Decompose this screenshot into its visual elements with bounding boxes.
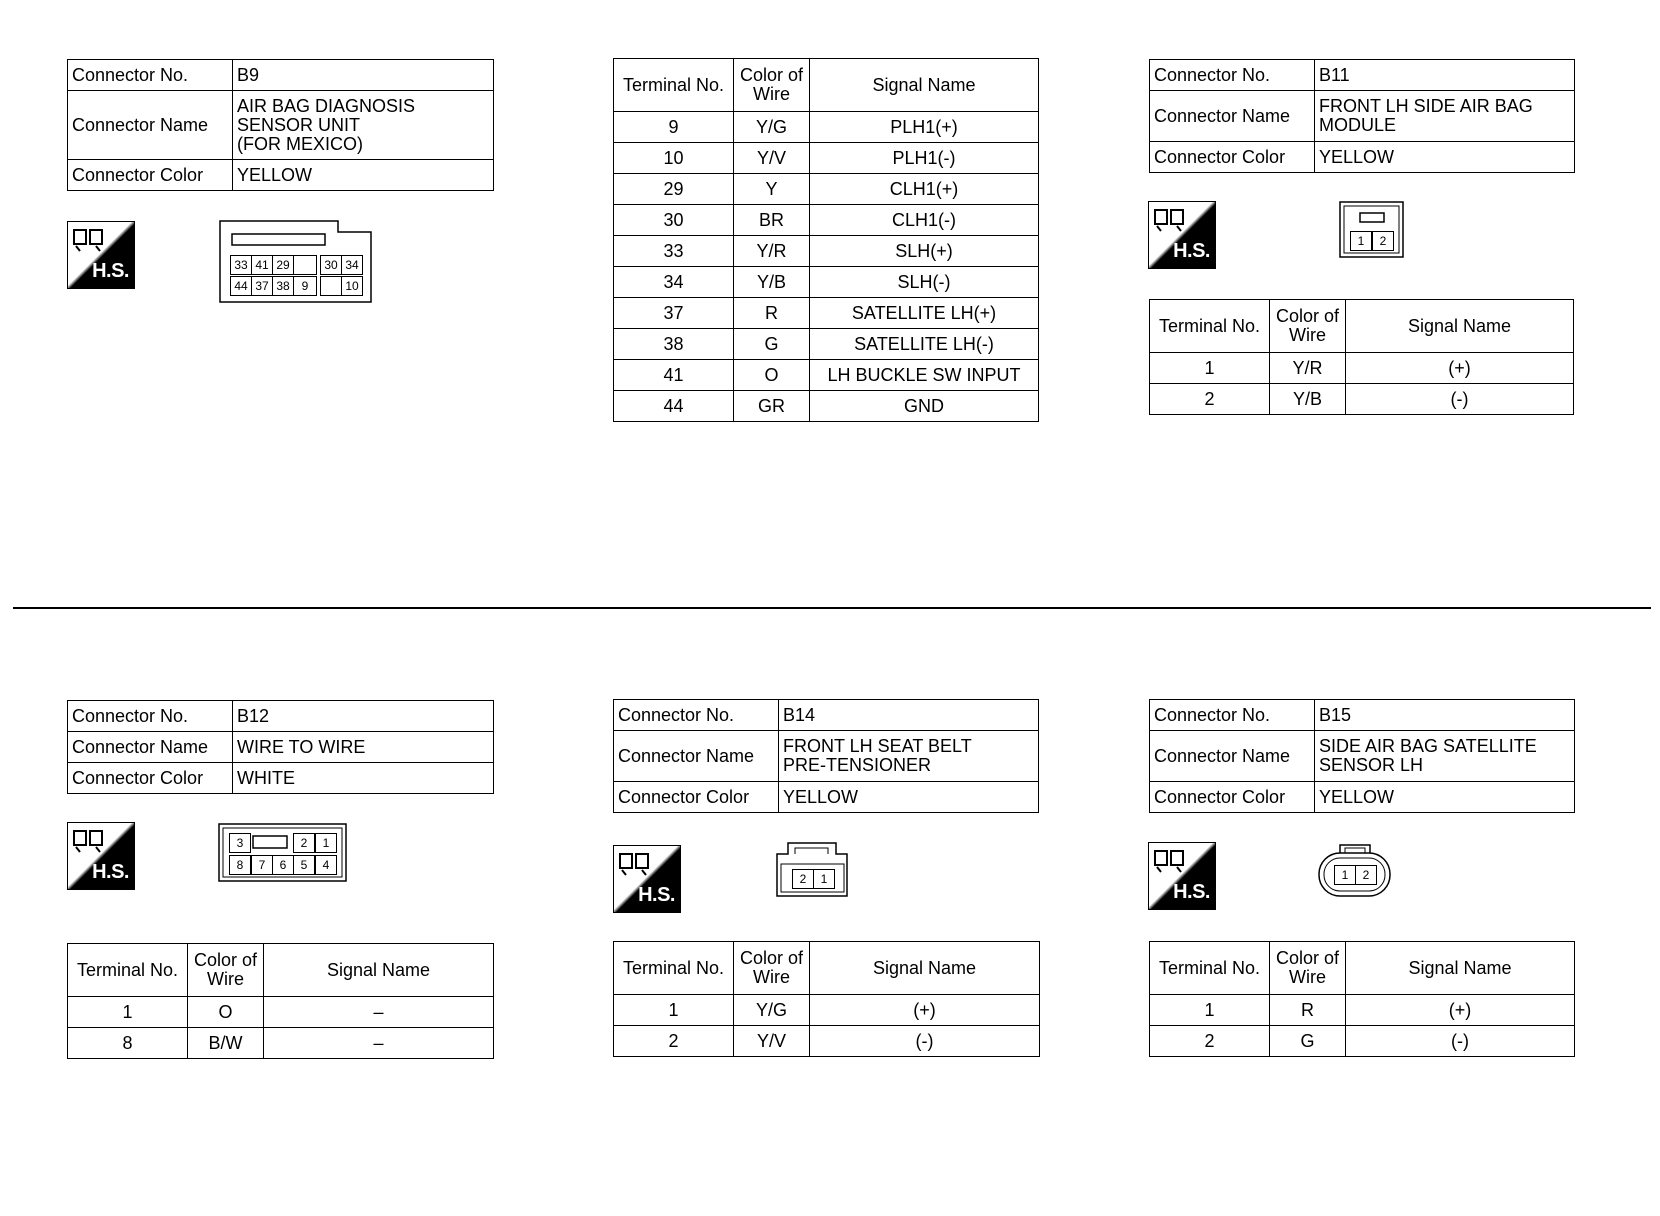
b12-harness-side-icon (67, 822, 135, 890)
b11-connector-color-value: YELLOW (1315, 142, 1575, 173)
connector-glyph-icon (72, 226, 106, 252)
b9-connector-name-value: AIR BAG DIAGNOSIS SENSOR UNIT (FOR MEXICO) (233, 91, 494, 160)
connector-no-label: Connector No. (68, 701, 233, 732)
terminal-no-cell: 1 (1150, 353, 1270, 384)
b15-connector-diagram (1318, 841, 1392, 899)
hs-label: H.S. (1173, 881, 1210, 903)
terminal-no-cell: 38 (614, 329, 734, 360)
terminal-no-header: Terminal No. (68, 944, 188, 997)
b15-harness-side-icon (1148, 842, 1216, 910)
connector-no-label: Connector No. (1150, 60, 1315, 91)
signal-name-cell: (-) (1346, 384, 1574, 415)
b11-connector-name-value: FRONT LH SIDE AIR BAG MODULE (1315, 91, 1575, 142)
color-of-wire-header: Color of Wire (188, 944, 264, 997)
b9-terminal-table (613, 58, 1039, 422)
wire-color-cell: BR (734, 205, 810, 236)
wire-color-cell: R (734, 298, 810, 329)
connector-color-label: Connector Color (1150, 782, 1315, 813)
b9-pin: 41 (251, 255, 273, 275)
b9-pin: 33 (230, 255, 252, 275)
b12-pin: 3 (229, 833, 251, 853)
wire-color-cell: Y/R (1270, 353, 1346, 384)
b14-connector-color-value: YELLOW (779, 782, 1039, 813)
b15-connector-no-value: B15 (1315, 700, 1575, 731)
color-of-wire-header: Color of Wire (1270, 300, 1346, 353)
terminal-row (614, 360, 1039, 391)
terminal-row (614, 143, 1039, 174)
b12-connector-color-value: WHITE (233, 763, 494, 794)
signal-name-cell: – (264, 997, 494, 1028)
hs-label: H.S. (1173, 240, 1210, 262)
terminal-row (614, 298, 1039, 329)
signal-name-cell: SLH(+) (810, 236, 1039, 267)
signal-name-cell: (-) (1346, 1026, 1575, 1057)
wire-color-cell: Y/R (734, 236, 810, 267)
terminal-row (68, 1028, 494, 1059)
terminal-no-cell: 33 (614, 236, 734, 267)
terminal-row (614, 174, 1039, 205)
b12-pin: 6 (272, 855, 294, 875)
b15-pin: 1 (1334, 865, 1356, 885)
b12-connector-name-value: WIRE TO WIRE (233, 732, 494, 763)
terminal-no-cell: 41 (614, 360, 734, 391)
wire-color-cell: R (1270, 995, 1346, 1026)
b12-pin: 8 (229, 855, 251, 875)
signal-name-cell: SLH(-) (810, 267, 1039, 298)
connector-glyph-icon (1153, 847, 1187, 873)
wire-color-cell: G (734, 329, 810, 360)
signal-name-header: Signal Name (810, 59, 1039, 112)
signal-name-cell: PLH1(-) (810, 143, 1039, 174)
b9-connector-no-value: B9 (233, 60, 494, 91)
b11-pin: 2 (1372, 231, 1394, 251)
wire-color-cell: G (1270, 1026, 1346, 1057)
b15-connector-info-table (1149, 699, 1575, 813)
color-of-wire-header: Color of Wire (734, 942, 810, 995)
wire-color-cell: GR (734, 391, 810, 422)
b14-connector-info-table (613, 699, 1039, 813)
connector-glyph-icon (72, 827, 106, 853)
b9-pin: 44 (230, 276, 252, 296)
connector-name-label: Connector Name (1150, 731, 1315, 782)
wire-color-cell: Y/V (734, 143, 810, 174)
terminal-no-cell: 1 (68, 997, 188, 1028)
b9-harness-side-icon (67, 221, 135, 289)
connector-color-label: Connector Color (614, 782, 779, 813)
terminal-row (1150, 384, 1574, 415)
connector-no-label: Connector No. (1150, 700, 1315, 731)
wire-color-cell: Y/G (734, 995, 810, 1026)
terminal-row (1150, 353, 1574, 384)
terminal-row (614, 236, 1039, 267)
terminal-row (614, 329, 1039, 360)
terminal-no-header: Terminal No. (614, 59, 734, 112)
connector-name-label: Connector Name (68, 91, 233, 160)
b9-pin: 9 (293, 276, 317, 296)
b9-pin-empty (293, 255, 317, 275)
signal-name-cell: SATELLITE LH(-) (810, 329, 1039, 360)
signal-name-cell: CLH1(+) (810, 174, 1039, 205)
b14-terminal-table (613, 941, 1040, 1057)
b9-pin: 38 (272, 276, 294, 296)
connector-color-label: Connector Color (68, 763, 233, 794)
wire-color-cell: B/W (188, 1028, 264, 1059)
signal-name-cell: (+) (1346, 995, 1575, 1026)
signal-name-cell: SATELLITE LH(+) (810, 298, 1039, 329)
b15-connector-name-value: SIDE AIR BAG SATELLITE SENSOR LH (1315, 731, 1575, 782)
b14-harness-side-icon (613, 845, 681, 913)
b12-pin: 7 (251, 855, 273, 875)
signal-name-cell: LH BUCKLE SW INPUT (810, 360, 1039, 391)
signal-name-cell: PLH1(+) (810, 112, 1039, 143)
b14-connector-name-value: FRONT LH SEAT BELT PRE-TENSIONER (779, 731, 1039, 782)
signal-name-header: Signal Name (1346, 942, 1575, 995)
terminal-no-cell: 1 (614, 995, 734, 1026)
terminal-no-header: Terminal No. (614, 942, 734, 995)
signal-name-cell: CLH1(-) (810, 205, 1039, 236)
terminal-no-header: Terminal No. (1150, 300, 1270, 353)
connector-color-label: Connector Color (68, 160, 233, 191)
terminal-no-cell: 1 (1150, 995, 1270, 1026)
b12-pin: 1 (315, 833, 337, 853)
terminal-no-cell: 30 (614, 205, 734, 236)
signal-name-cell: (+) (1346, 353, 1574, 384)
b11-pin: 1 (1350, 231, 1372, 251)
signal-name-header: Signal Name (1346, 300, 1574, 353)
terminal-row (1150, 995, 1575, 1026)
b14-pin: 1 (813, 869, 835, 889)
connector-no-label: Connector No. (614, 700, 779, 731)
color-of-wire-header: Color of Wire (734, 59, 810, 112)
b12-terminal-table (67, 943, 494, 1059)
wire-color-cell: Y/G (734, 112, 810, 143)
wire-color-cell: Y/B (734, 267, 810, 298)
connector-name-label: Connector Name (1150, 91, 1315, 142)
terminal-row (614, 391, 1039, 422)
b9-connector-info-table (67, 59, 494, 191)
terminal-no-cell: 2 (614, 1026, 734, 1057)
terminal-no-header: Terminal No. (1150, 942, 1270, 995)
b9-pin: 10 (341, 276, 363, 296)
terminal-no-cell: 44 (614, 391, 734, 422)
hs-label: H.S. (638, 884, 675, 906)
b15-connector-color-value: YELLOW (1315, 782, 1575, 813)
b12-connector-no-value: B12 (233, 701, 494, 732)
wire-color-cell: Y/B (1270, 384, 1346, 415)
terminal-no-cell: 29 (614, 174, 734, 205)
terminal-row (614, 267, 1039, 298)
connector-name-label: Connector Name (614, 731, 779, 782)
b12-pin: 4 (315, 855, 337, 875)
terminal-no-cell: 9 (614, 112, 734, 143)
b9-pin: 29 (272, 255, 294, 275)
b9-pin: 37 (251, 276, 273, 296)
section-divider (13, 607, 1651, 609)
terminal-no-cell: 2 (1150, 384, 1270, 415)
connector-no-label: Connector No. (68, 60, 233, 91)
connector-name-label: Connector Name (68, 732, 233, 763)
signal-name-cell: – (264, 1028, 494, 1059)
b14-pin: 2 (792, 869, 814, 889)
b11-terminal-table (1149, 299, 1574, 415)
terminal-no-cell: 8 (68, 1028, 188, 1059)
b14-connector-no-value: B14 (779, 700, 1039, 731)
b11-connector-diagram (1339, 201, 1405, 259)
signal-name-cell: (+) (810, 995, 1040, 1026)
b9-pin: 34 (341, 255, 363, 275)
terminal-no-cell: 2 (1150, 1026, 1270, 1057)
signal-name-header: Signal Name (264, 944, 494, 997)
terminal-no-cell: 10 (614, 143, 734, 174)
terminal-no-cell: 37 (614, 298, 734, 329)
b12-pin: 5 (293, 855, 315, 875)
b14-connector-diagram (776, 842, 850, 897)
wire-color-cell: Y/V (734, 1026, 810, 1057)
signal-name-header: Signal Name (810, 942, 1040, 995)
wire-color-cell: O (734, 360, 810, 391)
terminal-row (614, 995, 1040, 1026)
terminal-no-cell: 34 (614, 267, 734, 298)
terminal-row (614, 1026, 1040, 1057)
hs-label: H.S. (92, 260, 129, 282)
b12-connector-diagram (218, 823, 348, 883)
terminal-row (1150, 1026, 1575, 1057)
signal-name-cell: GND (810, 391, 1039, 422)
connector-glyph-icon (618, 850, 652, 876)
connector-glyph-icon (1153, 206, 1187, 232)
b15-pin: 2 (1355, 865, 1377, 885)
b12-connector-info-table (67, 700, 494, 794)
terminal-row (614, 112, 1039, 143)
hs-label: H.S. (92, 861, 129, 883)
b9-pin: 30 (320, 255, 342, 275)
b15-terminal-table (1149, 941, 1575, 1057)
b12-pin: 2 (293, 833, 315, 853)
b9-connector-diagram (219, 220, 372, 303)
terminal-row (68, 997, 494, 1028)
wire-color-cell: O (188, 997, 264, 1028)
color-of-wire-header: Color of Wire (1270, 942, 1346, 995)
b9-connector-color-value: YELLOW (233, 160, 494, 191)
b11-connector-no-value: B11 (1315, 60, 1575, 91)
connector-color-label: Connector Color (1150, 142, 1315, 173)
terminal-row (614, 205, 1039, 236)
wire-color-cell: Y (734, 174, 810, 205)
b9-pin-empty (320, 276, 342, 296)
b11-connector-info-table (1149, 59, 1575, 173)
signal-name-cell: (-) (810, 1026, 1040, 1057)
b11-harness-side-icon (1148, 201, 1216, 269)
